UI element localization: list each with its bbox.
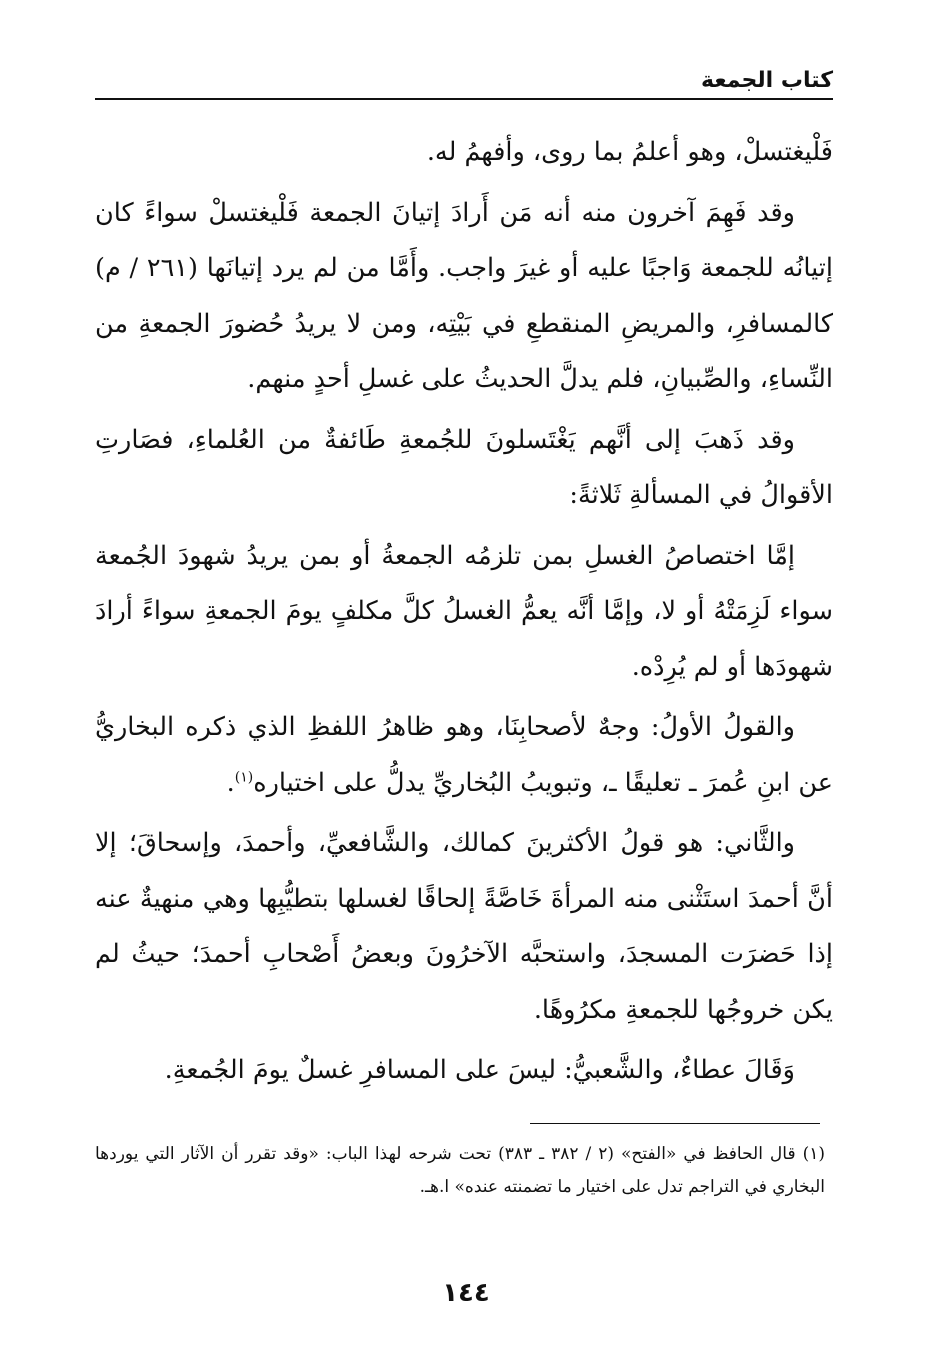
footnotes — [95, 1138, 825, 1204]
paragraph-5-end: . — [226, 767, 235, 798]
paragraph-2: وقد فَهِمَ آخرون منه أنه مَن أَرادَ إتيانَ الجمعة فَلْيغتسلْ سواءً كان إتيانُه للجمعة وَاجبًا عليه أو غيرَ واجب. وأَمَّا من لم يرد إتيانَها (٢٦١ / م) كالمسافرِ، والمريضِ المنقطعِ في بَيْتِه، ومن لا يريدُ حُضورَ الجمعةِ من النِّساءِ، والصِّبيانِ، فلم يدلَّ الحديثُ على غسلِ أحدٍ منهم. — [95, 197, 833, 394]
paragraph-5-text: والقولُ الأولُ: وجهٌ لأصحابِنَا، وهو ظاهرُ اللفظِ الذي ذكره البخاريُّ عن ابنِ عُمرَ ـ تعليقًا ـ، وتبويبُ البُخاريِّ يدلُّ على اختياره — [95, 712, 833, 798]
page-header — [95, 60, 833, 100]
running-title: كتاب الجمعة — [701, 68, 833, 93]
paragraph-3: وقد ذَهبَ إلى أنَّهم يَغْتَسلونَ للجُمعةِ طَائفةٌ من العُلماءِ، فصَارتِ الأقوالُ في المسألةِ ثَلاثةً: — [95, 424, 833, 510]
paragraph-4: إمَّا اختصاصُ الغسلِ بمن تلزمُه الجمعةُ أو بمن يريدُ شهودَ الجُمعة سواء لَزِمَتْهُ أو لا، وإمَّا أنَّه يعمُّ الغسلُ كلَّ مكلفٍ يومَ الجمعةِ سواءً أرادَ شهودَها أو لم يُرِدْه. — [95, 540, 833, 682]
paragraph-5 — [95, 700, 833, 811]
main-text — [95, 125, 833, 1104]
page-number: ١٤٤ — [442, 1278, 490, 1308]
footnote-separator — [530, 1123, 820, 1124]
paragraph-7: وَقَالَ عطاءٌ، والشَّعبيُّ: ليسَ على المسافرِ غسلٌ يومَ الجُمعةِ. — [164, 1055, 795, 1085]
paragraph-1: فَلْيغتسلْ، وهو أعلمُ بما روى، وأفهمُ له. — [426, 137, 833, 167]
paragraph-6: والثَّاني: هو قولُ الأكثرينَ كمالك، والشَّافعيِّ، وأحمدَ، وإسحاقَ؛ إلا أنَّ أحمدَ استَثْنى منه المرأةَ خَاصَّةً إلحاقًا لغسلها بتطيُّبِها وهي منهيةٌ عنه إذا حَضرَت المسجدَ، واستحبَّه الآخرُونَ وبعضُ أَصْحابِ أحمدَ؛ حيثُ لم يكن خروجُها للجمعةِ مكرُوهًا. — [95, 828, 833, 1025]
footnote-1: (١) قال الحافظ في «الفتح» (٢ / ٣٨٢ ـ ٣٨٣) تحت شرحه لهذا الباب: «وقد تقرر أن الآثار التي يوردها البخاري في التراجم تدل على اختيار ما تضمنته عنده» ا.هـ. — [95, 1144, 825, 1197]
header-rule — [95, 98, 833, 100]
footnote-marker[interactable]: (١) — [234, 769, 254, 785]
